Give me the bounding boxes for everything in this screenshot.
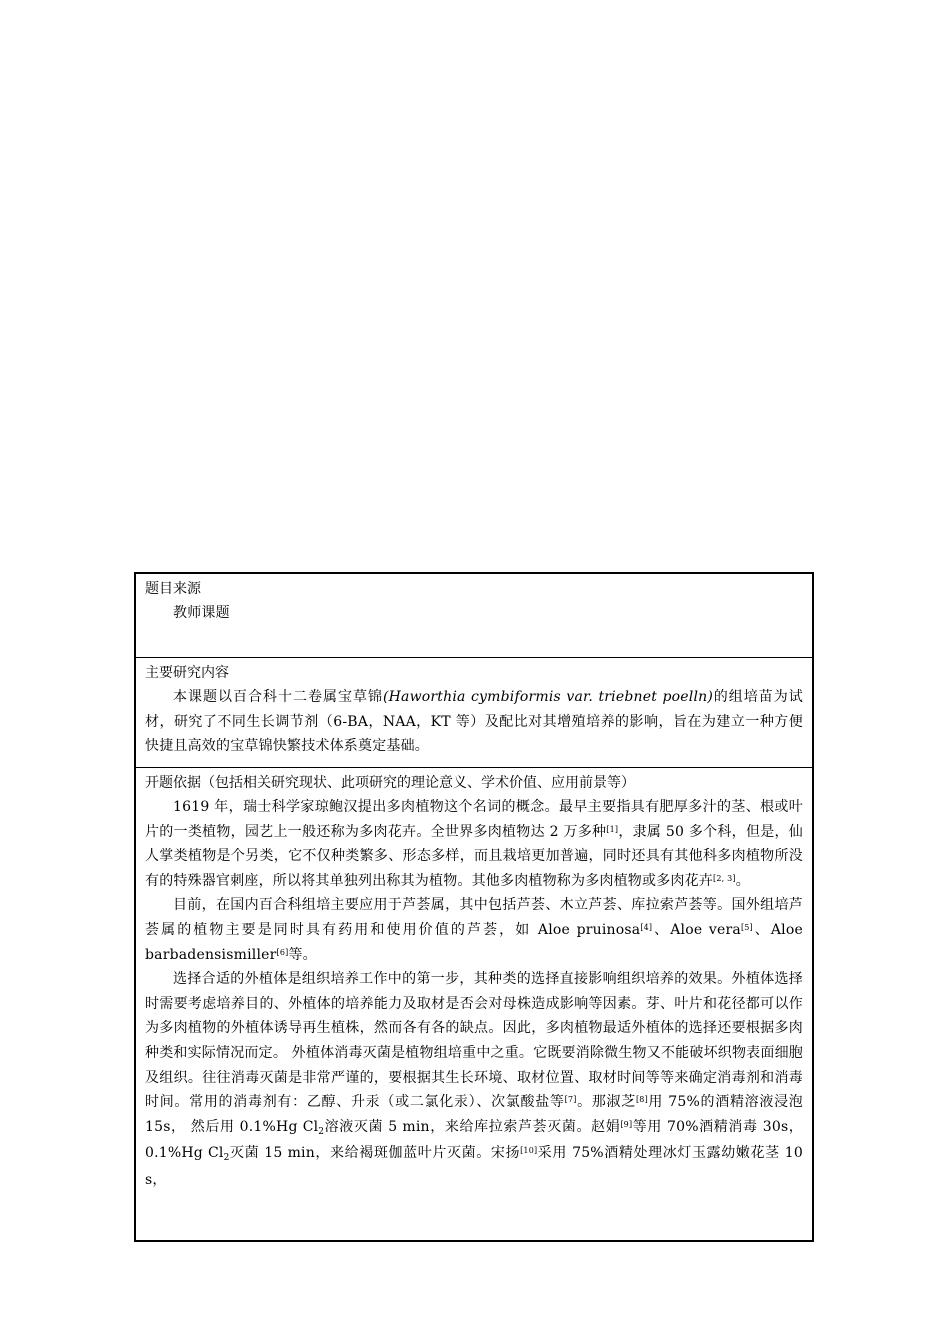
citation-10: [10] bbox=[520, 1146, 538, 1156]
content-text-a: 本课题以百合科十二卷属宝草锦 bbox=[173, 689, 383, 705]
basis-paragraph-1 bbox=[145, 795, 803, 893]
basis-p3-e: 等用 70%酒精消毒 30s， 0.1%Hg Cl bbox=[145, 1118, 803, 1162]
basis-p3-a: 选择合适的外植体是组织培养工作中的第一步，其种类的选择直接影响组织培养的效果。外植体选择时需要考虑培养目的、外植体的培养能力及取材是否会对母株造成影响等因素。芽、叶片和花径都可以作为多肉植物的外植体诱导再生植株，然而各有各的缺点。因此，多肉植物最适外植体的选择还要根据多肉种类和实际情况而定。 外植体消毒灭菌是植物组培重中之重。它既要消除微生物又不能破坏织物表面细胞及组织。往往消毒灭菌是非常严谨的，要根据其生长环境、取材位置、取材时间等等来确定消毒剂和消毒时间。常用的消毒剂有：乙醇、升汞（或二氯化汞）、次氯酸盐等 bbox=[145, 971, 803, 1111]
basis-p1-a: 1619 年，瑞士科学家琼鲍汉提出多肉植物这个名词的概念。最早主要指具有肥厚多汁的茎、根或叶片的一类植物，园艺上一般还称为多肉花卉。全世界多肉植物达 2 万多种 bbox=[145, 799, 803, 840]
basis-p1-c: 。 bbox=[735, 872, 750, 889]
citation-2-3: [2, 3] bbox=[713, 873, 736, 883]
section-main-content bbox=[136, 657, 812, 767]
basis-p3-b: 。那淑芝 bbox=[576, 1094, 636, 1111]
section-basis bbox=[136, 767, 812, 1240]
content-paragraph bbox=[145, 685, 803, 759]
section-heading-content: 主要研究内容 bbox=[145, 665, 229, 681]
section-heading-basis: 开题依据（包括相关研究现状、此项研究的理论意义、学术价值、应用前景等） bbox=[145, 775, 635, 791]
citation-9: [9] bbox=[620, 1119, 633, 1129]
proposal-table bbox=[134, 572, 814, 1242]
citation-5: [5] bbox=[740, 922, 753, 932]
basis-p2-d: 等。 bbox=[288, 946, 317, 963]
basis-p3-d: 溶液灭菌 5 min，来给库拉索芦荟灭菌。赵娟 bbox=[324, 1118, 621, 1135]
subscript-2-a: 2 bbox=[318, 1126, 325, 1137]
basis-p3-c: 用 75%的酒精溶液浸泡 15s， 然后用 0.1%Hg Cl bbox=[145, 1094, 803, 1135]
content-text-b: 的组培苗为试材，研究了不同生长调节剂（6-BA，NAA，KT 等）及配比对其增殖培养的影响，旨在为建立一种方便快捷且高效的宝草锦快繁技术体系奠定基础。 bbox=[145, 689, 803, 755]
basis-p2-a: 目前，在国内百合科组培主要应用于芦荟属，其中包括芦荟、木立芦荟、库拉索芦荟等。国外组培芦荟属的植物主要是同时具有药用和使用价值的芦荟，如 Aloe pruinosa bbox=[145, 897, 803, 938]
basis-paragraph-2 bbox=[145, 893, 803, 967]
basis-p1-b: ，隶属 50 多个科，但是，仙人掌类植物是个另类，它不仅种类繁多、形态多样，而且栽培更加普遍，同时还具有其他科多肉植物所没有的特殊器官刺座，所以将其单独列出称其为植物。其他多肉植物称为多肉植物或多肉花卉 bbox=[145, 823, 804, 889]
basis-p2-c: 、Aloe barbadensismiller bbox=[145, 921, 803, 963]
basis-p3-g: 采用 75%酒精处理冰灯玉露幼嫩花茎 10 s， bbox=[145, 1145, 803, 1188]
citation-8: [8] bbox=[635, 1095, 648, 1105]
basis-paragraph-3 bbox=[145, 967, 803, 1192]
latin-name: (Haworthia cymbiformis var. triebnet poelln) bbox=[382, 689, 713, 705]
citation-6: [6] bbox=[276, 947, 289, 957]
citation-7: [7] bbox=[564, 1095, 577, 1105]
basis-p3-f: 灭菌 15 min，来给褐斑伽蓝叶片灭菌。宋扬 bbox=[229, 1145, 521, 1162]
source-body: 教师课题 bbox=[173, 605, 230, 621]
section-topic-source bbox=[136, 574, 812, 657]
citation-4: [4] bbox=[640, 922, 653, 932]
subscript-2-b: 2 bbox=[223, 1153, 230, 1164]
citation-1: [1] bbox=[606, 824, 619, 834]
section-heading-source: 题目来源 bbox=[145, 581, 201, 597]
basis-p2-b: 、Aloe vera bbox=[652, 921, 741, 938]
